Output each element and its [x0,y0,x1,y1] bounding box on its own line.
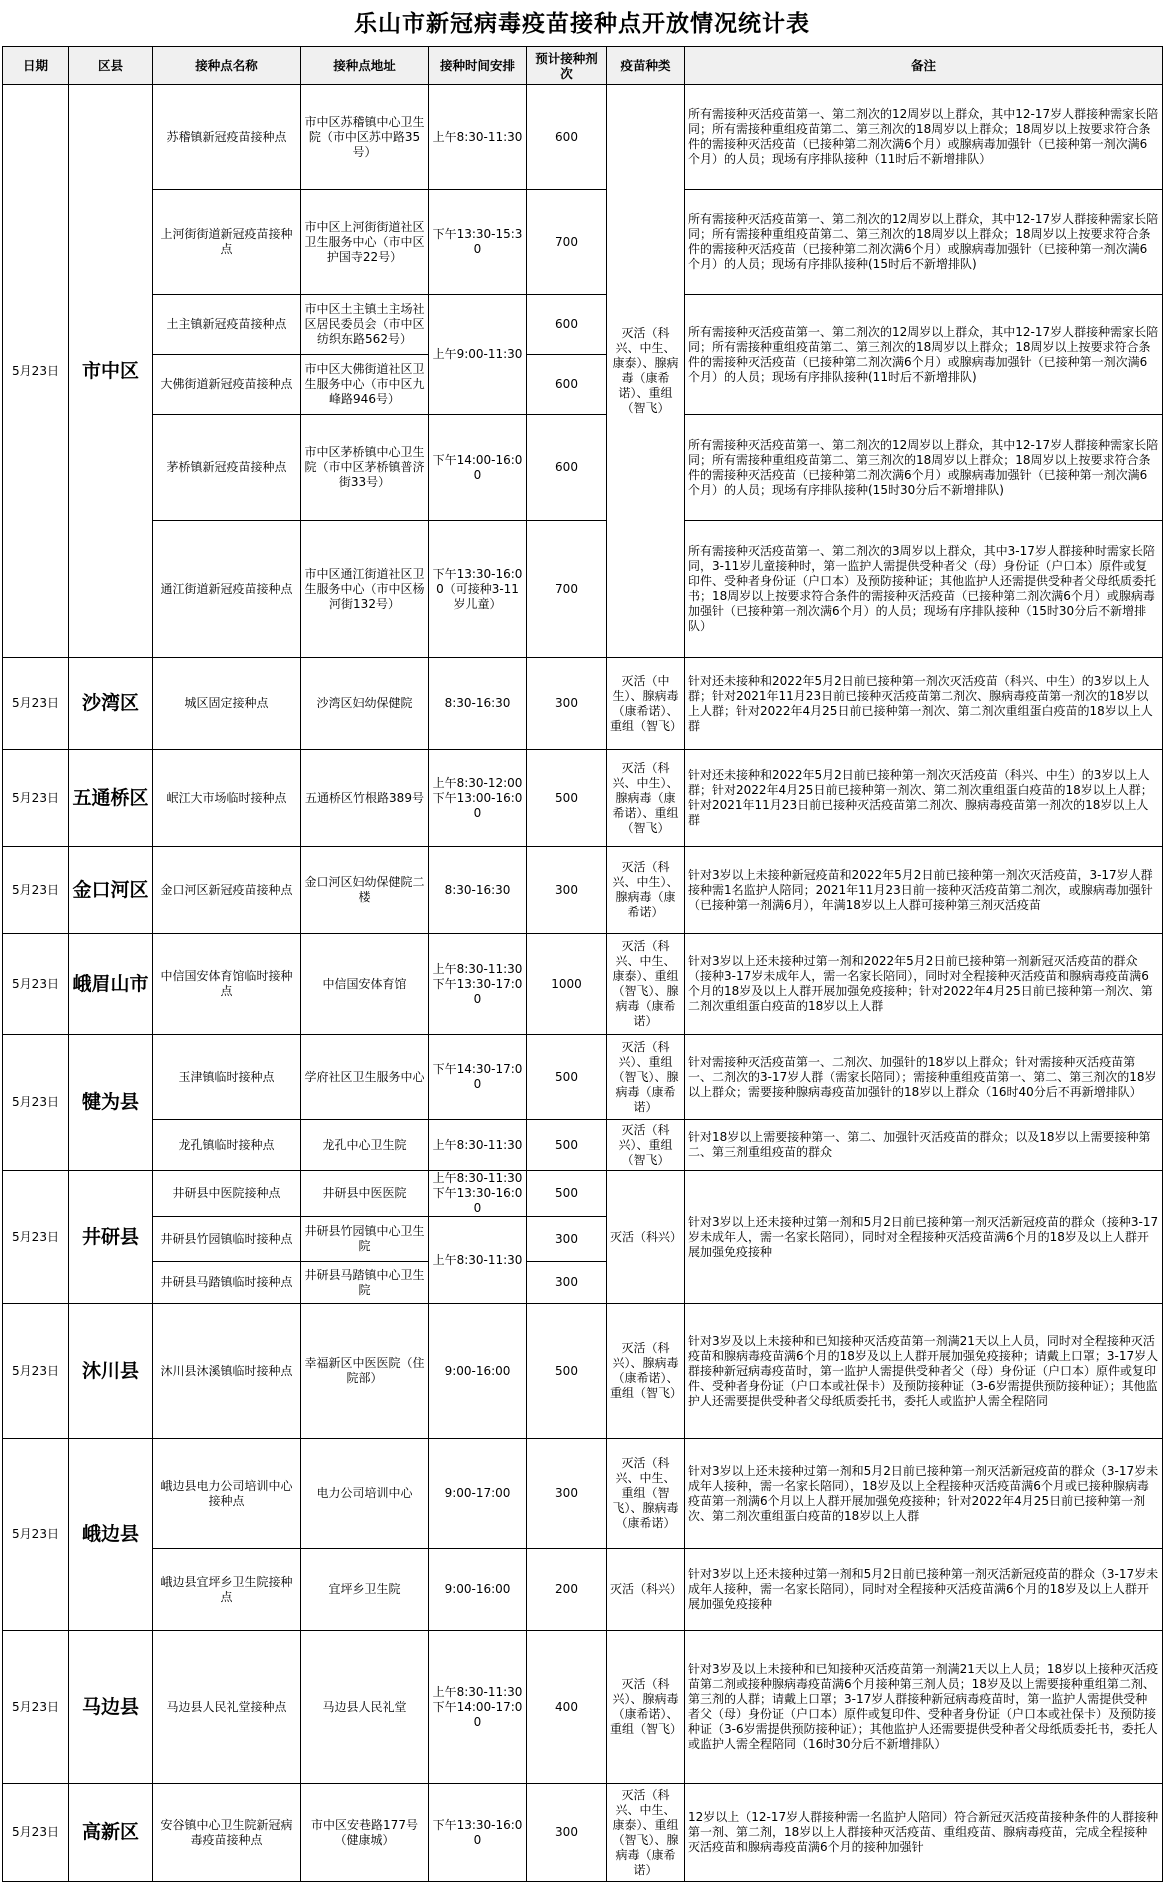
site-name-cell: 苏稽镇新冠疫苗接种点 [153,85,301,190]
remarks-cell: 针对3岁以上还未接种过第一剂和5月2日前已接种第一剂灭活新冠疫苗的群众（3-17岁未成年人接种，需一名家长陪同），18岁及以上全程接种灭活疫苗满6个月或已接种腺病毒疫苗第一剂满6个月以上人群开展加强免疫接种；针对2022年4月25日前已接种第一剂次、第二剂次重组蛋白疫苗的18岁以上人群 [685,1439,1163,1549]
vaccine-type-cell: 灭活（科兴）、腺病毒（康希诺）、重组（智飞） [607,1304,685,1439]
table-row [3,295,1163,355]
vaccine-type-cell: 灭活（中生）、腺病毒（康希诺）、重组（智飞） [607,658,685,750]
remarks-cell: 所有需接种灭活疫苗第一、第二剂次的12周岁以上群众，其中12-17岁人群接种需家长陪同；所有需接种重组疫苗第二、第三剂次的18周岁以上群众；18周岁以上按要求符合条件的需接种灭活疫苗（已接种第二剂次满6个月）或腺病毒加强针（已接种第一剂次满6个月）的人员；现场有序排队接种(15时30分后不新增排队) [685,415,1163,521]
site-name-cell: 上河街街道新冠疫苗接种点 [153,190,301,295]
site-name-cell: 井研县马踏镇临时接种点 [153,1262,301,1304]
dose-count-cell: 300 [527,1784,607,1882]
dose-count-cell: 300 [527,1439,607,1549]
vaccination-sites-table [2,46,1163,1882]
table-row [3,85,1163,190]
schedule-cell: 9:00-16:00 [429,1549,527,1631]
site-name-cell: 岷江大市场临时接种点 [153,750,301,847]
vaccine-type-cell: 灭活（科兴、中生、重组（智飞）、腺病毒（康希诺） [607,1439,685,1549]
site-name-cell: 峨边县宜坪乡卫生院接种点 [153,1549,301,1631]
site-name-cell: 城区固定接种点 [153,658,301,750]
table-row [3,934,1163,1035]
county-cell: 犍为县 [69,1035,153,1171]
table-row [3,1171,1163,1217]
site-address-cell: 龙孔中心卫生院 [301,1120,429,1171]
county-cell: 井研县 [69,1171,153,1304]
table-row [3,1631,1163,1784]
site-name-cell: 龙孔镇临时接种点 [153,1120,301,1171]
vaccine-type-cell: 灭活（科兴、中生）、腺病毒（康希诺）、重组（智飞） [607,750,685,847]
county-cell: 峨眉山市 [69,934,153,1035]
dose-count-cell: 300 [527,1217,607,1262]
dose-count-cell: 1000 [527,934,607,1035]
schedule-cell: 上午9:00-11:30 [429,295,527,415]
dose-count-cell: 600 [527,355,607,415]
dose-count-cell: 500 [527,750,607,847]
site-name-cell: 马边县人民礼堂接种点 [153,1631,301,1784]
county-cell: 金口河区 [69,847,153,934]
date-cell: 5月23日 [3,750,69,847]
site-address-cell: 市中区土主镇土主场社区居民委员会（市中区纺织东路562号） [301,295,429,355]
remarks-cell: 所有需接种灭活疫苗第一、第二剂次的12周岁以上群众，其中12-17岁人群接种需家长陪同；所有需接种重组疫苗第二、第三剂次的18周岁以上群众；18周岁以上按要求符合条件的需接种灭活疫苗（已接种第二剂次满6个月）或腺病毒加强针（已接种第一剂次满6个月）的人员；现场有序排队接种(15时后不新增排队) [685,190,1163,295]
site-name-cell: 井研县竹园镇临时接种点 [153,1217,301,1262]
dose-count-cell: 500 [527,1035,607,1120]
table-row [3,521,1163,658]
vaccine-type-cell: 灭活（科兴）、腺病毒（康希诺）、重组（智飞） [607,1631,685,1784]
schedule-cell: 下午14:30-17:00 [429,1035,527,1120]
table-row [3,750,1163,847]
vaccine-type-cell: 灭活（科兴、中生、康泰）、重组（智飞）、腺病毒（康希诺） [607,1784,685,1882]
site-address-cell: 五通桥区竹根路389号 [301,750,429,847]
vaccine-type-cell: 灭活（科兴）、重组（智飞） [607,1120,685,1171]
schedule-cell: 上午8:30-11:30 下午14:00-17:00 [429,1631,527,1784]
schedule-cell: 9:00-17:00 [429,1439,527,1549]
remarks-cell: 针对需接种灭活疫苗第一、二剂次、加强针的18岁以上群众；针对需接种灭活疫苗第一、二剂次的3-17岁人群（需家长陪同）；需接种重组疫苗第一、第二、第三剂次的18岁以上群众；需要接种腺病毒疫苗加强针的18岁以上群众（16时40分后不再新增排队） [685,1035,1163,1120]
date-cell: 5月23日 [3,1784,69,1882]
county-cell: 峨边县 [69,1439,153,1631]
dose-count-cell: 200 [527,1549,607,1631]
table-row [3,658,1163,750]
site-address-cell: 中信国安体育馆 [301,934,429,1035]
county-cell: 五通桥区 [69,750,153,847]
table-row [3,1120,1163,1171]
site-address-cell: 幸福新区中医医院（住院部） [301,1304,429,1439]
site-name-cell: 土主镇新冠疫苗接种点 [153,295,301,355]
remarks-cell: 针对3岁及以上未接种和已知接种灭活疫苗第一剂满21天以上人员，同时对全程接种灭活疫苗和腺病毒疫苗满6个月的18岁及以上人群开展加强免疫接种；请戴上口罩；3-17岁人群接种新冠病毒疫苗时，第一监护人需提供受种者父（母）身份证（户口本）原件或复印件、受种者身份证（户口本或社保卡）及预防接种证（3-6岁需提供预防接种证）；其他监护人还需要提供受种者父母纸质委托书，委托人或监护人需全程陪同 [685,1304,1163,1439]
header-date: 日期 [3,47,69,85]
dose-count-cell: 700 [527,521,607,658]
site-name-cell: 大佛街道新冠疫苗接种点 [153,355,301,415]
remarks-cell: 所有需接种灭活疫苗第一、第二剂次的12周岁以上群众，其中12-17岁人群接种需家长陪同；所有需接种重组疫苗第二、第三剂次的18周岁以上群众；18周岁以上按要求符合条件的需接种灭活疫苗（已接种第二剂次满6个月）或腺病毒加强针（已接种第一剂次满6个月）的人员；现场有序排队接种（11时后不新增排队） [685,85,1163,190]
schedule-cell: 上午8:30-11:30 [429,1120,527,1171]
site-address-cell: 市中区通江街道社区卫生服务中心（市中区杨河街132号） [301,521,429,658]
site-address-cell: 井研县马踏镇中心卫生院 [301,1262,429,1304]
site-address-cell: 宜坪乡卫生院 [301,1549,429,1631]
date-cell: 5月23日 [3,847,69,934]
site-address-cell: 市中区上河街街道社区卫生服务中心（市中区护国寺22号） [301,190,429,295]
schedule-cell: 上午8:30-11:30 下午13:30-16:00 [429,1171,527,1217]
site-name-cell: 玉津镇临时接种点 [153,1035,301,1120]
dose-count-cell: 600 [527,415,607,521]
date-cell: 5月23日 [3,934,69,1035]
table-row [3,190,1163,295]
site-name-cell: 井研县中医院接种点 [153,1171,301,1217]
remarks-cell: 针对18岁以上需要接种第一、第二、加强针灭活疫苗的群众；以及18岁以上需要接种第二、第三剂重组疫苗的群众 [685,1120,1163,1171]
table-header-row [3,47,1163,85]
county-cell: 市中区 [69,85,153,658]
site-address-cell: 金口河区妇幼保健院二楼 [301,847,429,934]
remarks-cell: 针对3岁以上未接种新冠疫苗和2022年5月2日前已接种第一剂次灭活疫苗，3-17岁人群接种需1名监护人陪同；2021年11月23日前一接种灭活疫苗第二剂次，或腺病毒加强针（已接种第一剂满6月），年满18岁以上人群可接种第三剂灭活疫苗 [685,847,1163,934]
county-cell: 沙湾区 [69,658,153,750]
table-row [3,847,1163,934]
dose-count-cell: 700 [527,190,607,295]
schedule-cell: 上午8:30-12:00 下午13:00-16:00 [429,750,527,847]
schedule-cell: 下午13:30-15:30 [429,190,527,295]
remarks-cell: 针对3岁以上还未接种过第一剂和5月2日前已接种第一剂灭活新冠疫苗的群众（3-17岁未成年人接种，需一名家长陪同），同时对全程接种灭活疫苗满6个月的18岁及以上人群开展加强免疫接种 [685,1549,1163,1631]
table-row [3,1035,1163,1120]
site-name-cell: 中信国安体育馆临时接种点 [153,934,301,1035]
site-address-cell: 学府社区卫生服务中心 [301,1035,429,1120]
header-vaccine-type: 疫苗种类 [607,47,685,85]
date-cell: 5月23日 [3,1035,69,1171]
dose-count-cell: 500 [527,1304,607,1439]
county-cell: 沐川县 [69,1304,153,1439]
header-schedule: 接种时间安排 [429,47,527,85]
schedule-cell: 上午8:30-11:30 [429,85,527,190]
vaccine-type-cell: 灭活（科兴、中生、康泰）、重组（智飞）、腺病毒（康希诺） [607,934,685,1035]
dose-count-cell: 600 [527,295,607,355]
vaccine-type-cell: 灭活（科兴） [607,1549,685,1631]
site-name-cell: 峨边县电力公司培训中心接种点 [153,1439,301,1549]
site-name-cell: 安谷镇中心卫生院新冠病毒疫苗接种点 [153,1784,301,1882]
date-cell: 5月23日 [3,658,69,750]
vaccine-type-cell: 灭活（科兴、中生、康泰）、腺病毒（康希诺）、重组（智飞） [607,85,685,658]
dose-count-cell: 500 [527,1171,607,1217]
dose-count-cell: 300 [527,658,607,750]
site-address-cell: 井研县竹园镇中心卫生院 [301,1217,429,1262]
table-row [3,415,1163,521]
vaccine-type-cell: 灭活（科兴、中生）、腺病毒（康希诺） [607,847,685,934]
site-name-cell: 茅桥镇新冠疫苗接种点 [153,415,301,521]
county-cell: 高新区 [69,1784,153,1882]
remarks-cell: 所有需接种灭活疫苗第一、第二剂次的12周岁以上群众，其中12-17岁人群接种需家长陪同；所有需接种重组疫苗第二、第三剂次的18周岁以上群众；18周岁以上按要求符合条件的需接种灭活疫苗（已接种第二剂次满6个月）或腺病毒加强针（已接种第一剂次满6个月）的人员；现场有序排队接种(11时后不新增排队) [685,295,1163,415]
remarks-cell: 针对3岁以上还未接种过第一剂和5月2日前已接种第一剂灭活新冠疫苗的群众（接种3-17岁未成年人，需一名家长陪同），同时对全程接种灭活疫苗满6个月的18岁及以上人群开展加强免疫接种 [685,1171,1163,1304]
site-address-cell: 市中区茅桥镇中心卫生院（市中区茅桥镇普济街33号） [301,415,429,521]
schedule-cell: 下午14:00-16:00 [429,415,527,521]
schedule-cell: 9:00-16:00 [429,1304,527,1439]
dose-count-cell: 300 [527,1262,607,1304]
date-cell: 5月23日 [3,1171,69,1304]
header-site-name: 接种点名称 [153,47,301,85]
header-dose-count: 预计接种剂次 [527,47,607,85]
remarks-cell: 针对3岁以上还未接种过第一剂和2022年5月2日前已接种第一剂新冠灭活疫苗的群众（接种3-17岁未成年人，需一名家长陪同），同时对全程接种灭活疫苗和腺病毒疫苗满6个月的18岁及以上人群开展加强免疫接种；针对2022年4月25日前已接种第一剂次、第二剂次重组蛋白疫苗的18岁以上人群 [685,934,1163,1035]
site-name-cell: 金口河区新冠疫苗接种点 [153,847,301,934]
header-county: 区县 [69,47,153,85]
remarks-cell: 针对3岁及以上未接种和已知接种灭活疫苗第一剂满21天以上人员；18岁以上接种灭活疫苗第二剂或接种腺病毒疫苗满6个月接种第三剂人员；18岁及以上需要接种重组第二剂、第三剂的人群；请戴上口罩；3-17岁人群接种新冠病毒疫苗时，第一监护人需提供受种者父（母）身份证（户口本）原件或复印件、受种者身份证（户口本或社保卡）及预防接种证（3-6岁需提供预防接种证）；其他监护人还需要提供受种者父母纸质委托书，委托人或监护人需全程陪同（16时30分后不新增排队） [685,1631,1163,1784]
site-address-cell: 市中区苏稽镇中心卫生院（市中区苏中路35号） [301,85,429,190]
table-row [3,1304,1163,1439]
remarks-cell: 12岁以上（12-17岁人群接种需一名监护人陪同）符合新冠灭活疫苗接种条件的人群接种第一剂、第二剂，18岁以上人群接种灭活疫苗、重组疫苗、腺病毒疫苗，完成全程接种灭活疫苗和腺病毒疫苗满6个月的接种加强针 [685,1784,1163,1882]
table-row [3,1439,1163,1549]
county-cell: 马边县 [69,1631,153,1784]
header-site-address: 接种点地址 [301,47,429,85]
remarks-cell: 针对还未接种和2022年5月2日前已接种第一剂次灭活疫苗（科兴、中生）的3岁以上人群；针对2021年11月23日前已接种灭活疫苗第二剂次、腺病毒疫苗第一剂次的18岁以上人群；针对2022年4月25日前已接种第一剂次、第二剂次重组蛋白疫苗的18岁以上人群 [685,658,1163,750]
schedule-cell: 8:30-16:30 [429,658,527,750]
dose-count-cell: 300 [527,847,607,934]
site-address-cell: 马边县人民礼堂 [301,1631,429,1784]
schedule-cell: 下午13:30-16:00 [429,1784,527,1882]
site-address-cell: 电力公司培训中心 [301,1439,429,1549]
schedule-cell: 上午8:30-11:30 [429,1217,527,1304]
schedule-cell: 8:30-16:30 [429,847,527,934]
remarks-cell: 所有需接种灭活疫苗第一、第二剂次的3周岁以上群众，其中3-17岁人群接种时需家长陪同，3-11岁儿童接种时，第一监护人需提供受种者父（母）身份证（户口本）原件或复印件、受种者身份证（户口本）及预防接种证；其他监护人还需提供受种者父母纸质委托书；18周岁以上按要求符合条件的需接种灭活疫苗（已接种第二剂次满6个月）或腺病毒加强针（已接种第一剂次满6个月）的人员；现场有序排队接种（15时30分后不新增排队） [685,521,1163,658]
site-address-cell: 井研县中医医院 [301,1171,429,1217]
site-name-cell: 沐川县沐溪镇临时接种点 [153,1304,301,1439]
date-cell: 5月23日 [3,1304,69,1439]
dose-count-cell: 600 [527,85,607,190]
dose-count-cell: 500 [527,1120,607,1171]
schedule-cell: 下午13:30-16:00（可接种3-11岁儿童） [429,521,527,658]
date-cell: 5月23日 [3,85,69,658]
remarks-cell: 针对还未接种和2022年5月2日前已接种第一剂次灭活疫苗（科兴、中生）的3岁以上人群；针对2022年4月25日前已接种第一剂次、第二剂次重组蛋白疫苗的18岁以上人群；针对2021年11月23日前已接种灭活疫苗第二剂次、腺病毒疫苗第一剂次的18岁以上人群 [685,750,1163,847]
site-name-cell: 通江街道新冠疫苗接种点 [153,521,301,658]
page-title: 乐山市新冠病毒疫苗接种点开放情况统计表 [354,11,810,37]
header-remarks: 备注 [685,47,1163,85]
site-address-cell: 市中区大佛街道社区卫生服务中心（市中区九峰路946号） [301,355,429,415]
schedule-cell: 上午8:30-11:30 下午13:30-17:00 [429,934,527,1035]
site-address-cell: 市中区安巷路177号（健康城） [301,1784,429,1882]
vaccine-type-cell: 灭活（科兴） [607,1171,685,1304]
vaccine-type-cell: 灭活（科兴）、重组（智飞）、腺病毒（康希诺） [607,1035,685,1120]
table-row [3,1784,1163,1882]
table-row [3,1549,1163,1631]
dose-count-cell: 400 [527,1631,607,1784]
site-address-cell: 沙湾区妇幼保健院 [301,658,429,750]
date-cell: 5月23日 [3,1631,69,1784]
date-cell: 5月23日 [3,1439,69,1631]
